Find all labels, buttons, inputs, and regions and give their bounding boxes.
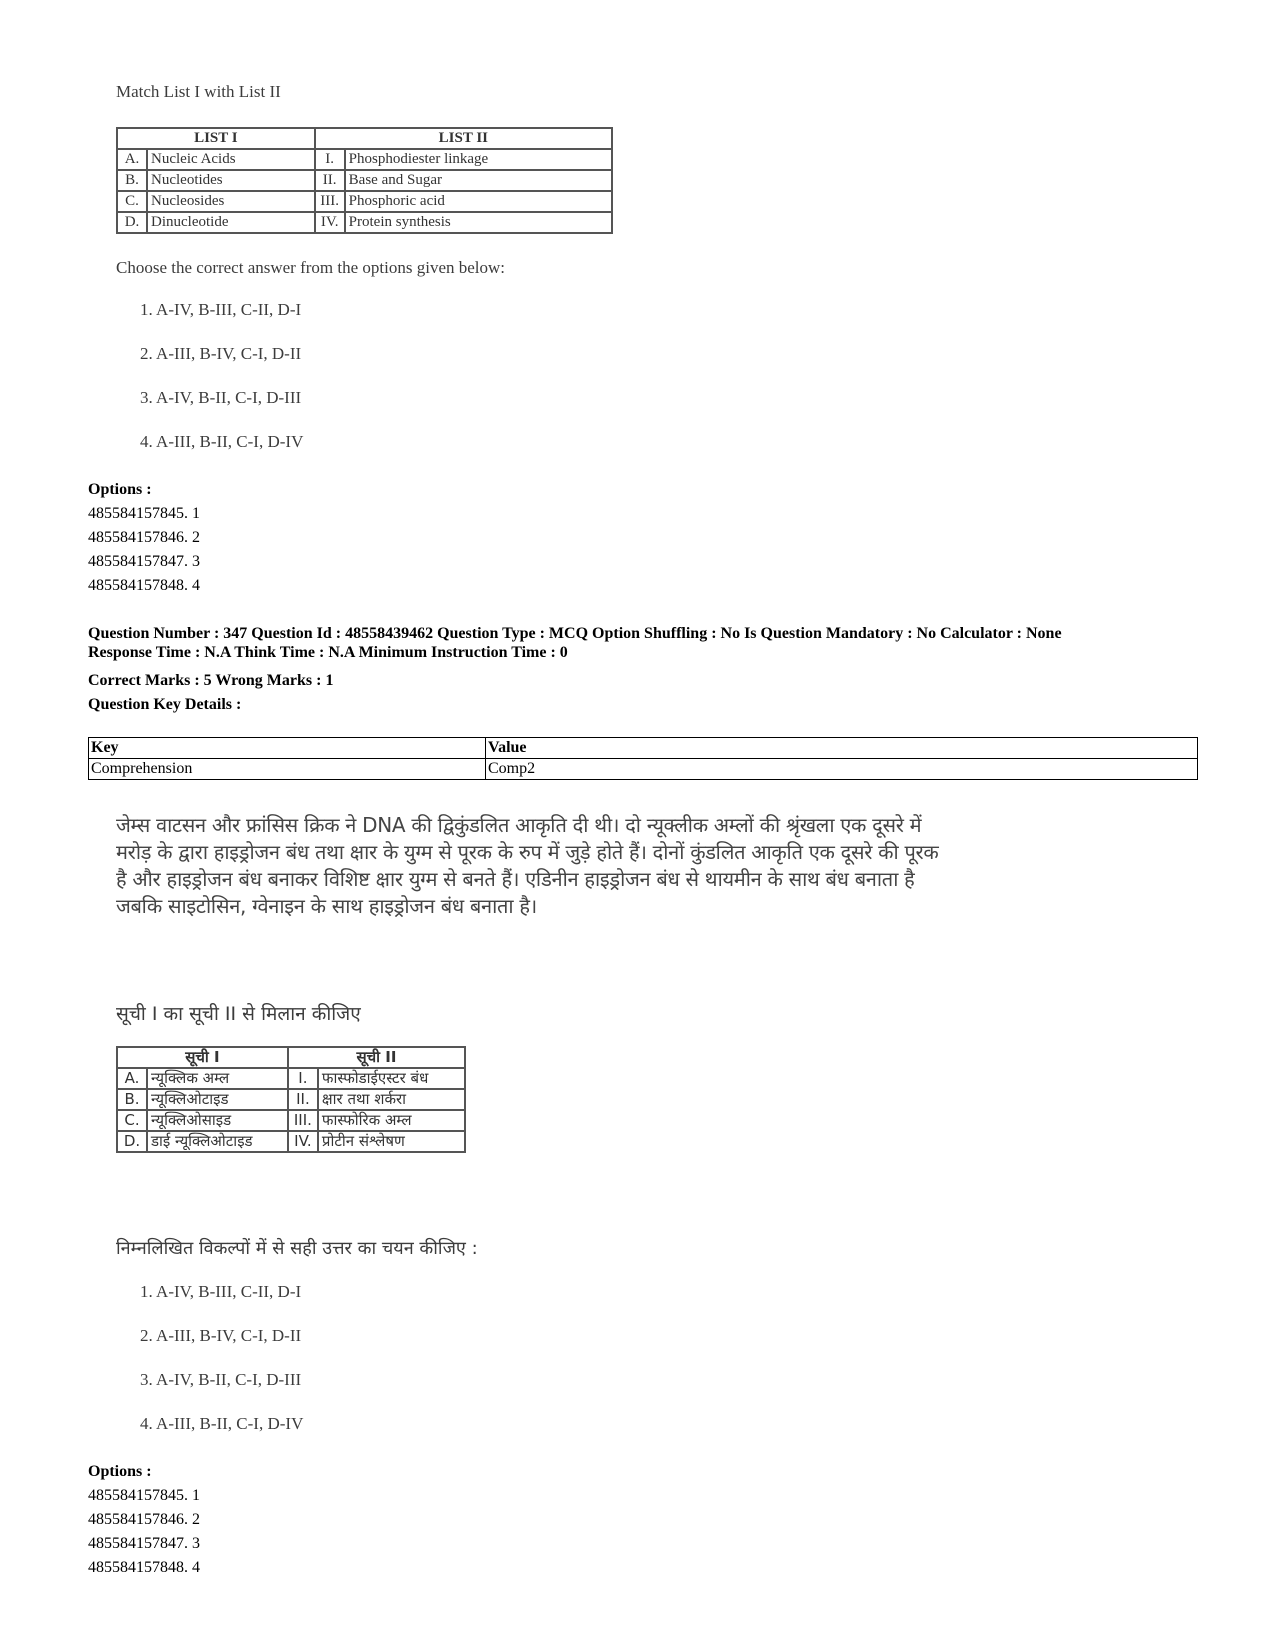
key-cell: Comprehension	[89, 759, 486, 780]
q2-row-numeral: II.	[288, 1089, 318, 1110]
q1-list1-item: Dinucleotide	[147, 212, 315, 233]
table-row	[117, 1068, 465, 1089]
q1-row-numeral: II.	[315, 170, 345, 191]
q2-options-block	[88, 1460, 200, 1580]
q2-match-table	[116, 1046, 466, 1153]
table-row	[117, 212, 612, 233]
q2-hindi-instruction: सूची I का सूची II से मिलान कीजिए	[116, 1003, 361, 1025]
q2-hindi-paragraph	[116, 812, 1006, 920]
q2-answer-2: 2. A-III, B-IV, C-I, D-II	[140, 1326, 302, 1345]
q2-list2-item: फास्फोडाईएस्टर बंध	[318, 1068, 465, 1089]
q2-key-details-label: Question Key Details :	[88, 696, 242, 713]
table-row	[117, 1110, 465, 1131]
table-row	[117, 170, 612, 191]
q1-row-label: D.	[117, 212, 147, 233]
q2-row-label: D.	[117, 1131, 147, 1152]
q2-option-4: 485584157848. 4	[88, 1559, 200, 1576]
q1-row-label: B.	[117, 170, 147, 191]
q1-option-2: 485584157846. 2	[88, 529, 200, 546]
q2-list1-item: न्यूक्लिओसाइड	[147, 1110, 288, 1131]
q1-row-label: C.	[117, 191, 147, 212]
q1-row-numeral: IV.	[315, 212, 345, 233]
q1-list2-header: LIST II	[315, 128, 612, 149]
q1-row-label: A.	[117, 149, 147, 170]
q2-marks-line: Correct Marks : 5 Wrong Marks : 1	[88, 672, 334, 689]
table-row	[117, 1131, 465, 1152]
paragraph-line: जबकि साइटोसिन, ग्वेनाइन के साथ हाइड्रोजन बंध बनाता है।	[116, 894, 537, 918]
q2-list2-item: प्रोटीन संश्लेषण	[318, 1131, 465, 1152]
q1-options-block	[88, 478, 200, 598]
q1-list1-item: Nucleosides	[147, 191, 315, 212]
q2-list1-item: डाई न्यूक्लिओटाइड	[147, 1131, 288, 1152]
q1-answer-1: 1. A-IV, B-III, C-II, D-I	[140, 300, 302, 319]
q2-option-1: 485584157845. 1	[88, 1487, 200, 1504]
q2-key-table	[88, 737, 1198, 780]
value-cell: Comp2	[486, 759, 1198, 780]
q1-row-numeral: III.	[315, 191, 345, 212]
q1-list2-item: Phosphoric acid	[345, 191, 612, 212]
q2-list1-item: न्यूक्लिक अम्ल	[147, 1068, 288, 1089]
q1-answer-3: 3. A-IV, B-II, C-I, D-III	[140, 388, 302, 407]
q1-list1-item: Nucleic Acids	[147, 149, 315, 170]
paragraph-line: जेम्स वाटसन और फ्रांसिस क्रिक ने DNA की द्विकुंडलित आकृति दी थी। दो न्यूक्लीक अम्लों की श्रृंखला एक दूसरे में	[116, 813, 922, 837]
q2-list1-item: न्यूक्लिओटाइड	[147, 1089, 288, 1110]
table-row	[117, 149, 612, 170]
q2-answer-1: 1. A-IV, B-III, C-II, D-I	[140, 1282, 302, 1301]
q2-list2-header: सूची II	[288, 1047, 465, 1068]
table-row	[117, 191, 612, 212]
q1-options-label: Options :	[88, 481, 152, 498]
q2-answer-4: 4. A-III, B-II, C-I, D-IV	[140, 1414, 304, 1433]
q1-option-3: 485584157847. 3	[88, 553, 200, 570]
q2-meta-block	[88, 624, 1062, 662]
q1-answer-list	[140, 300, 303, 476]
q2-row-label: A.	[117, 1068, 147, 1089]
q2-list2-item: फास्फोरिक अम्ल	[318, 1110, 465, 1131]
q2-meta-line2: Response Time : N.A Think Time : N.A Minimum Instruction Time : 0	[88, 644, 568, 661]
q2-choose-text: निम्नलिखित विकल्पों में से सही उत्तर का चयन कीजिए :	[116, 1238, 478, 1259]
q1-match-table	[116, 127, 613, 234]
q2-row-label: C.	[117, 1110, 147, 1131]
q1-answer-2: 2. A-III, B-IV, C-I, D-II	[140, 344, 302, 363]
q1-option-1: 485584157845. 1	[88, 505, 200, 522]
q2-row-numeral: III.	[288, 1110, 318, 1131]
q1-list2-item: Phosphodiester linkage	[345, 149, 612, 170]
q2-meta-line1: Question Number : 347 Question Id : 48558439462 Question Type : MCQ Option Shuffling : No Is Question Mandatory : No Calculator : None	[88, 625, 1062, 642]
q1-row-numeral: I.	[315, 149, 345, 170]
paragraph-line: है और हाइड्रोजन बंध बनाकर विशिष्ट क्षार युग्म से बनते हैं। एडिनीन हाइड्रोजन बंध से थायमीन के साथ बंध बनाता है	[116, 867, 915, 891]
q2-row-numeral: I.	[288, 1068, 318, 1089]
q2-answer-3: 3. A-IV, B-II, C-I, D-III	[140, 1370, 302, 1389]
q2-answer-list	[140, 1282, 303, 1458]
table-row	[117, 1089, 465, 1110]
q1-option-4: 485584157848. 4	[88, 577, 200, 594]
q1-list2-item: Protein synthesis	[345, 212, 612, 233]
q1-instruction: Match List I with List II	[116, 82, 281, 101]
key-header: Key	[89, 738, 486, 759]
paragraph-line: मरोड़ के द्वारा हाइड्रोजन बंध तथा क्षार के युग्म से पूरक के रुप में जुड़े होते हैं। दोनों कुंडलित आकृति एक दूसरे की पूरक	[116, 840, 939, 864]
q1-list1-item: Nucleotides	[147, 170, 315, 191]
q2-option-2: 485584157846. 2	[88, 1511, 200, 1528]
q1-choose-text: Choose the correct answer from the options given below:	[116, 258, 506, 277]
q2-row-numeral: IV.	[288, 1131, 318, 1152]
q2-list2-item: क्षार तथा शर्करा	[318, 1089, 465, 1110]
q2-row-label: B.	[117, 1089, 147, 1110]
q2-option-3: 485584157847. 3	[88, 1535, 200, 1552]
q2-list1-header: सूची I	[117, 1047, 288, 1068]
q1-list2-item: Base and Sugar	[345, 170, 612, 191]
q1-list1-header: LIST I	[117, 128, 315, 149]
q1-answer-4: 4. A-III, B-II, C-I, D-IV	[140, 432, 304, 451]
q2-options-label: Options :	[88, 1463, 152, 1480]
value-header: Value	[486, 738, 1198, 759]
